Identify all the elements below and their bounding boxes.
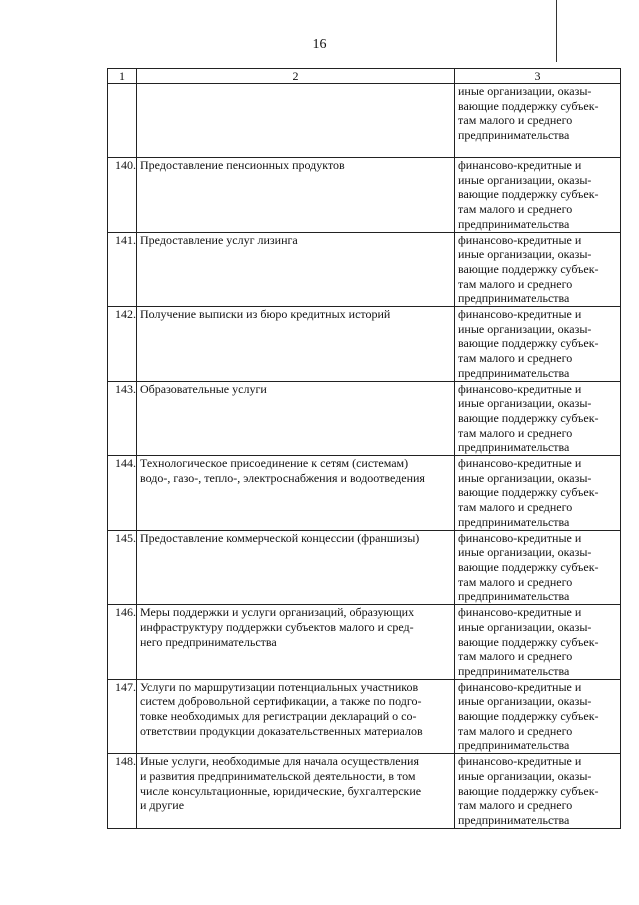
table-row bbox=[108, 158, 621, 233]
service-cell bbox=[137, 754, 455, 829]
service-line: Иные услуги, необходимые для начала осуществления bbox=[140, 754, 419, 769]
organization-cell bbox=[455, 381, 621, 456]
org-line: иные организации, оказы- bbox=[458, 694, 592, 709]
table-row bbox=[108, 381, 621, 456]
organization-cell bbox=[455, 754, 621, 829]
service-line: Образовательные услуги bbox=[140, 381, 267, 396]
service-line: и другие bbox=[140, 798, 185, 813]
org-line: там малого и среднего bbox=[458, 113, 573, 128]
org-line: финансово-кредитные и bbox=[458, 754, 582, 769]
service-line: Получение выписки из бюро кредитных историй bbox=[140, 307, 391, 322]
service-cell bbox=[137, 530, 455, 605]
organization-cell bbox=[455, 679, 621, 754]
org-line: иные организации, оказы- bbox=[458, 619, 592, 634]
table-header-row bbox=[108, 69, 621, 84]
org-line: вающие поддержку субъек- bbox=[458, 783, 599, 798]
service-cell bbox=[137, 381, 455, 456]
continuation-service bbox=[137, 84, 455, 158]
service-line: водо-, газо-, тепло-, электроснабжения и водоотведения bbox=[140, 470, 425, 485]
continuation-num bbox=[108, 84, 137, 158]
organization-cell bbox=[455, 530, 621, 605]
org-line: вающие поддержку субъек- bbox=[458, 709, 599, 724]
org-line: там малого и среднего bbox=[458, 649, 573, 664]
org-line: финансово-кредитные и bbox=[458, 530, 582, 545]
org-line: предпринимательства bbox=[458, 291, 570, 306]
org-line: предпринимательства bbox=[458, 812, 570, 827]
org-line: вающие поддержку субъек- bbox=[458, 485, 599, 500]
service-line: Меры поддержки и услуги организаций, образующих bbox=[140, 605, 415, 620]
org-line: там малого и среднего bbox=[458, 500, 573, 515]
service-line: товке необходимых для регистрации деклараций о со- bbox=[140, 709, 417, 724]
org-line: вающие поддержку субъек- bbox=[458, 98, 599, 113]
org-line: предпринимательства bbox=[458, 514, 570, 529]
header-col-1: 1 bbox=[108, 69, 137, 84]
row-number: 147. bbox=[108, 679, 137, 754]
org-line: там малого и среднего bbox=[458, 723, 573, 738]
service-line: Технологическое присоединение к сетям (системам) bbox=[140, 456, 409, 471]
organization-cell bbox=[455, 456, 621, 531]
org-line: финансово-кредитные и bbox=[458, 679, 582, 694]
row-number: 142. bbox=[108, 307, 137, 382]
org-line: предпринимательства bbox=[458, 738, 570, 753]
service-cell bbox=[137, 456, 455, 531]
org-line: иные организации, оказы- bbox=[458, 470, 592, 485]
org-line: иные организации, оказы- bbox=[458, 396, 592, 411]
org-line: предпринимательства bbox=[458, 589, 570, 604]
organization-cell bbox=[455, 158, 621, 233]
row-number: 145. bbox=[108, 530, 137, 605]
org-line: финансово-кредитные и bbox=[458, 381, 582, 396]
table-row bbox=[108, 307, 621, 382]
service-line: Услуги по маршрутизации потенциальных участников bbox=[140, 679, 419, 694]
org-line: вающие поддержку субъек- bbox=[458, 634, 599, 649]
org-line: предпринимательства bbox=[458, 128, 570, 143]
service-cell bbox=[137, 679, 455, 754]
org-line: предпринимательства bbox=[458, 216, 570, 231]
org-line: вающие поддержку субъек- bbox=[458, 261, 599, 276]
continuation-row bbox=[108, 84, 621, 158]
row-number: 146. bbox=[108, 605, 137, 680]
org-line: там малого и среднего bbox=[458, 798, 573, 813]
service-cell bbox=[137, 232, 455, 307]
org-line: вающие поддержку субъек- bbox=[458, 187, 599, 202]
service-line: него предпринимательства bbox=[140, 634, 277, 649]
org-line: вающие поддержку субъек- bbox=[458, 410, 599, 425]
table-row bbox=[108, 530, 621, 605]
org-line: финансово-кредитные и bbox=[458, 307, 582, 322]
service-cell bbox=[137, 307, 455, 382]
row-number: 144. bbox=[108, 456, 137, 531]
org-line: иные организации, оказы- bbox=[458, 768, 592, 783]
table-row bbox=[108, 754, 621, 829]
organization-cell bbox=[455, 605, 621, 680]
service-line: систем добровольной сертификации, а также по подго- bbox=[140, 694, 422, 709]
service-line: и развития предпринимательской деятельности, в том bbox=[140, 768, 416, 783]
org-line: финансово-кредитные и bbox=[458, 605, 582, 620]
row-number: 148. bbox=[108, 754, 137, 829]
org-line: финансово-кредитные и bbox=[458, 158, 582, 172]
org-line: иные организации, оказы- bbox=[458, 545, 592, 560]
service-line: числе консультационные, юридические, бухгалтерские bbox=[140, 783, 422, 798]
org-line: вающие поддержку субъек- bbox=[458, 559, 599, 574]
org-line: предпринимательства bbox=[458, 663, 570, 678]
header-col-2: 2 bbox=[137, 69, 455, 84]
org-line: предпринимательства bbox=[458, 365, 570, 380]
service-cell bbox=[137, 158, 455, 233]
continuation-org bbox=[455, 84, 621, 158]
org-line: иные организации, оказы- bbox=[458, 247, 592, 262]
org-line: вающие поддержку субъек- bbox=[458, 336, 599, 351]
org-line: финансово-кредитные и bbox=[458, 232, 582, 247]
org-line: там малого и среднего bbox=[458, 276, 573, 291]
org-line: там малого и среднего bbox=[458, 425, 573, 440]
service-line: Предоставление коммерческой концессии (франшизы) bbox=[140, 530, 420, 545]
service-line: ответствии продукции доказательственных материалов bbox=[140, 723, 423, 738]
org-line: иные организации, оказы- bbox=[458, 84, 592, 98]
org-line: там малого и среднего bbox=[458, 574, 573, 589]
table-row bbox=[108, 679, 621, 754]
page-number: 16 bbox=[312, 37, 327, 52]
org-line: иные организации, оказы- bbox=[458, 172, 592, 187]
header-col-3: 3 bbox=[455, 69, 621, 84]
org-line: финансово-кредитные и bbox=[458, 456, 582, 471]
service-cell bbox=[137, 605, 455, 680]
row-number: 143. bbox=[108, 381, 137, 456]
organization-cell bbox=[455, 232, 621, 307]
org-line: там малого и среднего bbox=[458, 202, 573, 217]
row-number: 140. bbox=[108, 158, 137, 233]
org-line: иные организации, оказы- bbox=[458, 321, 592, 336]
row-number: 141. bbox=[108, 232, 137, 307]
service-line: Предоставление услуг лизинга bbox=[140, 232, 298, 247]
table-row bbox=[108, 232, 621, 307]
org-line: там малого и среднего bbox=[458, 351, 573, 366]
service-line: Предоставление пенсионных продуктов bbox=[140, 158, 345, 172]
table-row bbox=[108, 456, 621, 531]
organization-cell bbox=[455, 307, 621, 382]
services-table bbox=[107, 68, 621, 829]
service-line: инфраструктуру поддержки субъектов малого и сред- bbox=[140, 619, 414, 634]
org-line: предпринимательства bbox=[458, 440, 570, 455]
table-row bbox=[108, 605, 621, 680]
